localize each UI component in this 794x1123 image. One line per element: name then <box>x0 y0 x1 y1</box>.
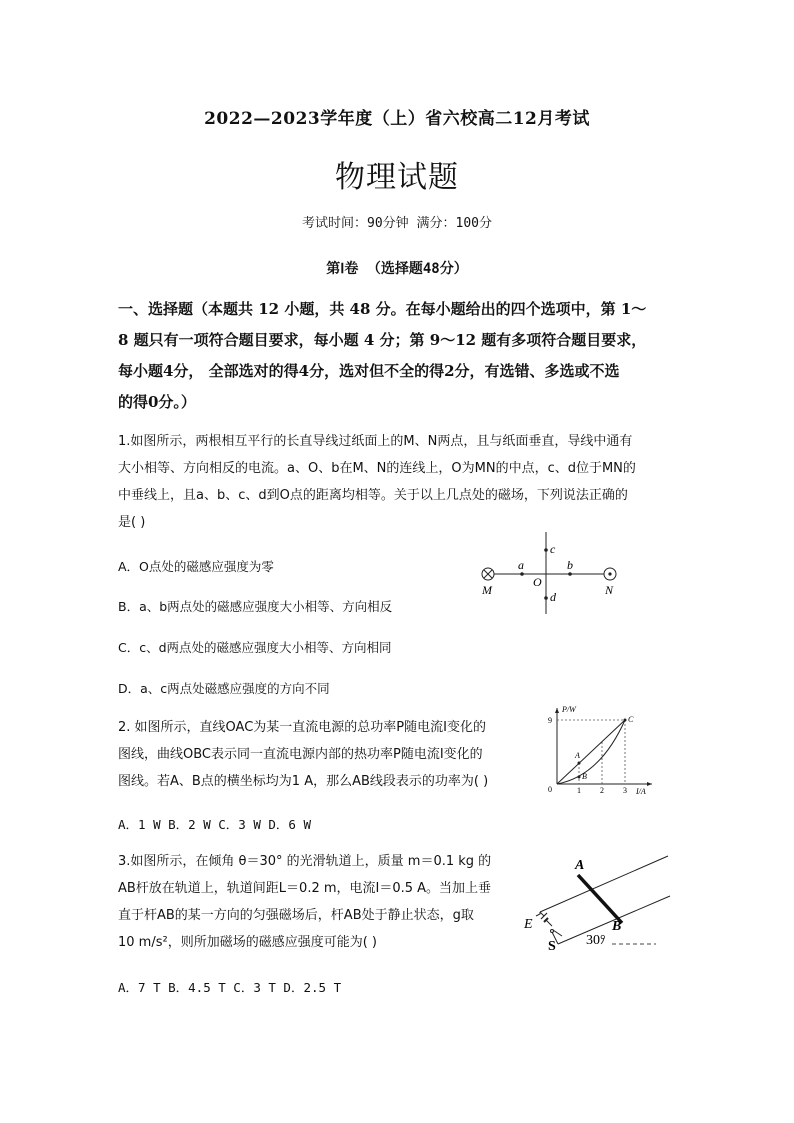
question-line: 图线。若A、B点的横坐标均为1 A，那么AB线段表示的功率为( ) <box>118 774 489 789</box>
question-line: 3.如图所示，在倾角 θ＝30° 的光滑轨道上，质量 m＝0.1 kg 的 <box>118 854 492 869</box>
label-d: d <box>550 590 556 604</box>
question-line: AB杆放在轨道上，轨道间距L＝0.2 m，电流I＝0.5 A。当加上垂 <box>118 881 492 896</box>
label-b: B <box>582 772 587 781</box>
label-b: B <box>612 919 622 934</box>
label-s: S <box>548 939 556 952</box>
rod-ab <box>578 875 622 923</box>
instruction-line: 一、选择题（本题共 12 小题，共 48 分。在每小题给出的四个选项中，第 1～ <box>118 300 647 318</box>
question-3-stem <box>118 848 528 956</box>
instruction-line: 的得0分。） <box>118 393 196 411</box>
question-line: 图线，曲线OBC表示同一直流电源内部的热功率P随电流I变化的 <box>118 747 483 762</box>
q1-figure <box>470 528 640 620</box>
point-c <box>544 548 548 552</box>
origin-label: 0 <box>548 785 552 794</box>
q1-option-c: C．c、d两点处的磁感应强度大小相等、方向相同 <box>118 640 392 655</box>
y-axis-label: P/W <box>562 705 576 714</box>
label-a: A <box>575 858 585 873</box>
q2-figure <box>540 702 660 798</box>
wire-n-out-of-page-icon <box>604 568 616 580</box>
point-b <box>578 776 581 779</box>
label-a: a <box>518 558 524 572</box>
label-a: A <box>575 751 580 760</box>
q1-option-a: A．O点处的磁感应强度为零 <box>118 559 274 574</box>
exam-info: 考试时间：90分钟 满分：100分 <box>302 216 492 231</box>
battery-e-icon <box>540 912 552 926</box>
point-b <box>568 572 572 576</box>
x-tick-2: 2 <box>600 786 604 795</box>
point-a <box>520 572 524 576</box>
wire-m-into-page-icon <box>482 568 494 580</box>
q2-options: A．1 W B．2 W C．3 W D．6 W <box>118 817 311 832</box>
label-c: C <box>628 715 634 724</box>
question-line: 直于杆AB的某一方向的匀强磁场后，杆AB处于静止状态，g取 <box>118 908 474 923</box>
question-line: 1.如图所示，两根相互平行的长直导线过纸面上的M、N两点，且与纸面垂直，导线中通有 <box>118 434 633 449</box>
q3-figure <box>518 852 678 952</box>
instruction-line: 每小题4分， 全部选对的得4分，选对但不全的得2分，有选错、多选或不选 <box>118 362 620 380</box>
y-tick-9: 9 <box>548 716 552 725</box>
x-axis-label: I/A <box>636 787 646 796</box>
q1-option-b: B．a、b两点处的磁感应强度大小相等、方向相反 <box>118 599 393 614</box>
label-e: E <box>524 917 533 932</box>
q3-options: A．7 T B．4.5 T C．3 T D．2.5 T <box>118 980 342 995</box>
question-line: 中垂线上，且a、b、c、d到O点的距离均相等。关于以上几点处的磁场，下列说法正确的 <box>118 488 628 503</box>
point-a <box>578 762 581 765</box>
label-o: O <box>533 575 542 589</box>
question-2-stem <box>118 714 538 795</box>
label-m: M <box>482 583 492 597</box>
subject-title: 物理试题 <box>335 160 459 195</box>
question-line: 2. 如图所示，直线OAC为某一直流电源的总功率P随电流I变化的 <box>118 720 486 735</box>
q1-option-d: D．a、c两点处磁感应强度的方向不同 <box>118 681 330 696</box>
line-oac <box>557 720 625 784</box>
angle-label: 30° <box>586 933 606 948</box>
section-instructions <box>118 294 678 418</box>
point-c <box>624 719 627 722</box>
volume-heading: 第Ⅰ卷 （选择题48分） <box>326 261 468 277</box>
exam-title: 2022—2023学年度（上）省六校高二12月考试 <box>204 109 590 129</box>
point-d <box>544 596 548 600</box>
label-n: N <box>605 583 614 597</box>
label-c: c <box>550 542 556 556</box>
label-b: b <box>567 558 573 572</box>
x-tick-1: 1 <box>577 786 581 795</box>
question-line: 是( ) <box>118 515 146 530</box>
question-line: 10 m/s²，则所加磁场的磁感应强度可能为( ) <box>118 935 377 950</box>
instruction-line: 8 题只有一项符合题目要求，每小题 4 分；第 9～12 题有多项符合题目要求， <box>118 331 647 349</box>
question-1-stem <box>118 428 688 536</box>
x-tick-3: 3 <box>623 786 627 795</box>
question-line: 大小相等、方向相反的电流。a、O、b在M、N的连线上，O为MN的中点，c、d位于MN的 <box>118 461 636 476</box>
